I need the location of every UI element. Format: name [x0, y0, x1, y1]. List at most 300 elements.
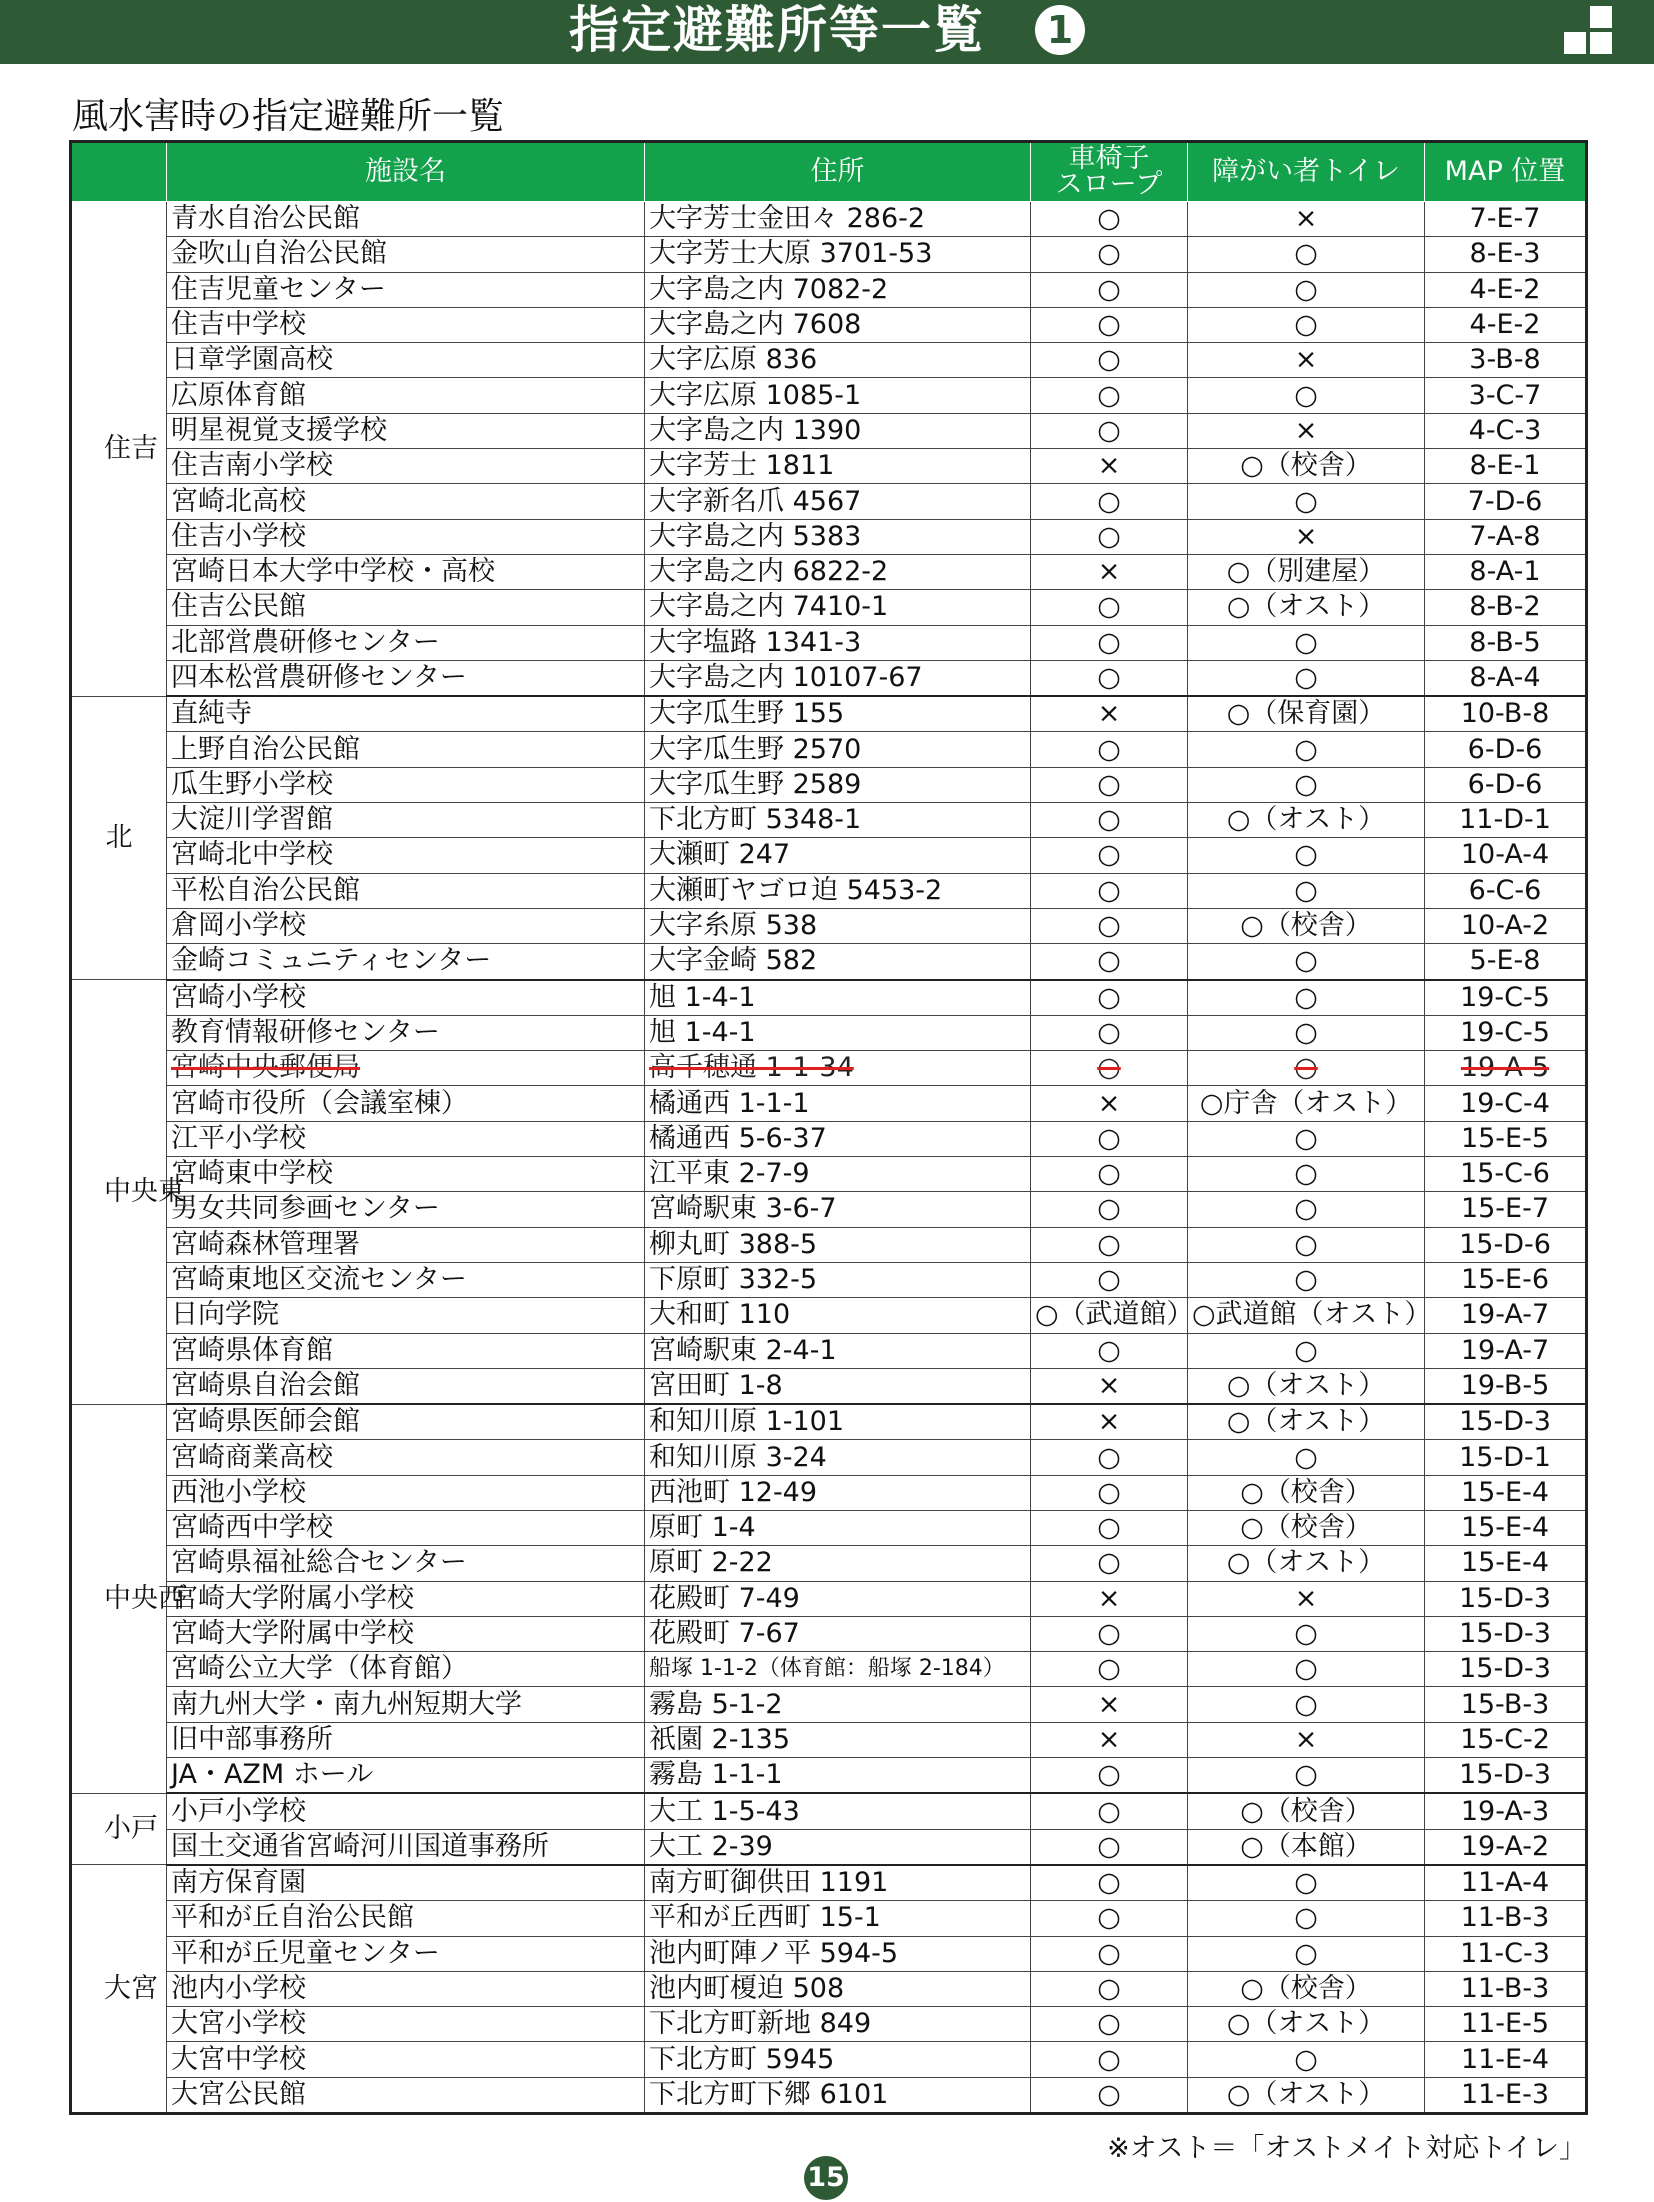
name-cell: 江平小学校: [167, 1121, 645, 1156]
map-cell: 8-A-4: [1425, 660, 1587, 696]
table-row: [71, 1298, 1587, 1333]
toilet-cell: ×: [1188, 519, 1425, 554]
table-row: [71, 272, 1587, 307]
wheelchair-cell: ○（武道館）: [1031, 1298, 1188, 1333]
table-row: [71, 1086, 1587, 1121]
page-number: 15: [804, 2156, 848, 2200]
table-body: [71, 202, 1587, 2114]
address-cell: 和知川原 3-24: [645, 1440, 1031, 1475]
table-row: [71, 1652, 1587, 1687]
map-cell: 19-A-7: [1425, 1298, 1587, 1333]
table-row: [71, 1901, 1587, 1936]
map-cell: 15-C-6: [1425, 1157, 1587, 1192]
name-cell: 大淀川学習館: [167, 803, 645, 838]
map-cell: 19-C-4: [1425, 1086, 1587, 1121]
toilet-cell: ○（オスト）: [1188, 1404, 1425, 1440]
name-cell: 小戸小学校: [167, 1793, 645, 1829]
area-cell: [71, 696, 167, 979]
toilet-cell: ○（校舎）: [1188, 449, 1425, 484]
name-cell: 男女共同参画センター: [167, 1192, 645, 1227]
map-cell: 6-D-6: [1425, 732, 1587, 767]
toilet-cell: ○: [1188, 1227, 1425, 1262]
name-cell: 四本松営農研修センター: [167, 660, 645, 696]
name-cell: 平和が丘自治公民館: [167, 1901, 645, 1936]
table-row: [71, 1227, 1587, 1262]
map-cell: 3-B-8: [1425, 343, 1587, 378]
toilet-cell: ×: [1188, 1722, 1425, 1757]
address-cell: 大字瓜生野 2589: [645, 767, 1031, 802]
address-cell: 大字芳士 1811: [645, 449, 1031, 484]
toilet-cell: ○（保育園）: [1188, 696, 1425, 732]
address-cell: 旭 1-4-1: [645, 980, 1031, 1016]
address-cell: 大字瓜生野 2570: [645, 732, 1031, 767]
wheelchair-cell: ×: [1031, 1404, 1188, 1440]
wheelchair-cell: ○: [1031, 2007, 1188, 2042]
table-row: [71, 519, 1587, 554]
address-cell: 宮田町 1-8: [645, 1368, 1031, 1404]
toilet-cell: ○: [1188, 838, 1425, 873]
toilet-cell: ○（本館）: [1188, 1829, 1425, 1865]
table-row: [71, 732, 1587, 767]
map-cell: 19-A-2: [1425, 1829, 1587, 1865]
map-cell: 15-B-3: [1425, 1687, 1587, 1722]
area-label: 住吉: [104, 432, 158, 464]
table-row: [71, 1333, 1587, 1368]
map-cell: 15-E-5: [1425, 1121, 1587, 1156]
table-row: [71, 343, 1587, 378]
table-row: [71, 1051, 1587, 1086]
name-cell: 宮崎北中学校: [167, 838, 645, 873]
table-row: [71, 625, 1587, 660]
table-row: [71, 1157, 1587, 1192]
address-cell: 高千穂通 1-1-34: [645, 1051, 1031, 1086]
address-cell: 旭 1-4-1: [645, 1015, 1031, 1050]
table-row: [71, 1687, 1587, 1722]
header-name: 施設名: [167, 142, 645, 202]
name-cell: 平松自治公民館: [167, 873, 645, 908]
map-cell: 10-A-4: [1425, 838, 1587, 873]
map-cell: 15-E-4: [1425, 1475, 1587, 1510]
wheelchair-cell: ×: [1031, 554, 1188, 589]
name-cell: 住吉小学校: [167, 519, 645, 554]
name-cell: 宮崎県自治会館: [167, 1368, 645, 1404]
wheelchair-cell: ×: [1031, 1368, 1188, 1404]
name-cell: 宮崎県体育館: [167, 1333, 645, 1368]
address-cell: 祇園 2-135: [645, 1722, 1031, 1757]
map-cell: 15-D-1: [1425, 1440, 1587, 1475]
corner-blocks-icon: [1564, 6, 1614, 56]
wheelchair-cell: ○: [1031, 202, 1188, 237]
toilet-cell: ○: [1188, 484, 1425, 519]
table-row: [71, 484, 1587, 519]
name-cell: 宮崎東中学校: [167, 1157, 645, 1192]
toilet-cell: ○: [1188, 873, 1425, 908]
map-cell: 15-D-3: [1425, 1404, 1587, 1440]
area-cell: [71, 1793, 167, 1865]
map-cell: 15-D-3: [1425, 1758, 1587, 1794]
toilet-cell: ○（オスト）: [1188, 1368, 1425, 1404]
map-cell: 11-A-4: [1425, 1865, 1587, 1901]
address-cell: 大字芳士大原 3701-53: [645, 237, 1031, 272]
toilet-cell: ○: [1188, 272, 1425, 307]
address-cell: 南方町御供田 1191: [645, 1865, 1031, 1901]
table-row: [71, 2042, 1587, 2077]
name-cell: 宮崎市役所（会議室棟）: [167, 1086, 645, 1121]
table-header-row: [71, 142, 1587, 202]
toilet-cell: ○（オスト）: [1188, 2007, 1425, 2042]
table-row: [71, 590, 1587, 625]
toilet-cell: ○: [1188, 1936, 1425, 1971]
wheelchair-cell: ○: [1031, 1829, 1188, 1865]
address-cell: 大字新名爪 4567: [645, 484, 1031, 519]
area-label: 大宮: [104, 1972, 158, 2004]
toilet-cell: ○（オスト）: [1188, 590, 1425, 625]
toilet-cell: ×: [1188, 343, 1425, 378]
wheelchair-cell: ○: [1031, 1546, 1188, 1581]
map-cell: 6-C-6: [1425, 873, 1587, 908]
address-cell: 橘通西 1-1-1: [645, 1086, 1031, 1121]
map-cell: 4-E-2: [1425, 307, 1587, 342]
toilet-cell: ○: [1188, 1616, 1425, 1651]
header-map: MAP 位置: [1425, 142, 1587, 202]
wheelchair-cell: ○: [1031, 1758, 1188, 1794]
toilet-cell: ×: [1188, 413, 1425, 448]
header-title-text: 指定避難所等一覧: [569, 1, 985, 59]
wheelchair-cell: ○: [1031, 413, 1188, 448]
toilet-cell: ○: [1188, 2042, 1425, 2077]
table-row: [71, 660, 1587, 696]
map-cell: 8-E-3: [1425, 237, 1587, 272]
toilet-cell: ○（校舎）: [1188, 1475, 1425, 1510]
name-cell: 旧中部事務所: [167, 1722, 645, 1757]
map-cell: 11-E-3: [1425, 2077, 1587, 2113]
name-cell: 住吉南小学校: [167, 449, 645, 484]
map-cell: 19-A-7: [1425, 1333, 1587, 1368]
table-row: [71, 873, 1587, 908]
map-cell: 15-D-3: [1425, 1616, 1587, 1651]
table-row: [71, 1404, 1587, 1440]
address-cell: 下北方町新地 849: [645, 2007, 1031, 2042]
name-cell: 北部営農研修センター: [167, 625, 645, 660]
address-cell: 大和町 110: [645, 1298, 1031, 1333]
toilet-cell: ○: [1188, 1901, 1425, 1936]
name-cell: 平和が丘児童センター: [167, 1936, 645, 1971]
address-cell: 大字島之内 10107-67: [645, 660, 1031, 696]
map-cell: 15-D-6: [1425, 1227, 1587, 1262]
wheelchair-cell: ○: [1031, 1652, 1188, 1687]
header-area: [71, 142, 167, 202]
name-cell: 宮崎森林管理署: [167, 1227, 645, 1262]
table-row: [71, 1722, 1587, 1757]
map-cell: 15-C-2: [1425, 1722, 1587, 1757]
area-cell: [71, 980, 185, 1405]
address-cell: 霧島 5-1-2: [645, 1687, 1031, 1722]
wheelchair-cell: ×: [1031, 696, 1188, 732]
address-cell: 大字島之内 7608: [645, 307, 1031, 342]
table-row: [71, 908, 1587, 943]
map-cell: 11-D-1: [1425, 803, 1587, 838]
wheelchair-cell: ×: [1031, 1086, 1188, 1121]
wheelchair-cell: ○: [1031, 1510, 1188, 1545]
address-cell: 大瀬町ヤゴロ迫 5453-2: [645, 873, 1031, 908]
area-cell: [71, 1865, 167, 2114]
wheelchair-cell: ○: [1031, 838, 1188, 873]
map-cell: 10-A-2: [1425, 908, 1587, 943]
address-cell: 橘通西 5-6-37: [645, 1121, 1031, 1156]
footnote: ※オスト＝「オストメイト対応トイレ」: [1107, 2133, 1586, 2164]
map-cell: 19-A-3: [1425, 1793, 1587, 1829]
header-title: [0, 0, 1654, 64]
map-cell: 19-C-5: [1425, 980, 1587, 1016]
address-cell: 大字島之内 6822-2: [645, 554, 1031, 589]
name-cell: 宮崎北高校: [167, 484, 645, 519]
map-cell: 4-E-2: [1425, 272, 1587, 307]
header-address: 住所: [645, 142, 1031, 202]
address-cell: 大字島之内 7082-2: [645, 272, 1031, 307]
toilet-cell: ○（オスト）: [1188, 1546, 1425, 1581]
name-cell: 金崎コミュニティセンター: [167, 944, 645, 980]
address-cell: 花殿町 7-49: [645, 1581, 1031, 1616]
address-cell: 下北方町下郷 6101: [645, 2077, 1031, 2113]
wheelchair-cell: ○: [1031, 2042, 1188, 2077]
address-cell: 大字島之内 1390: [645, 413, 1031, 448]
name-cell: 宮崎公立大学（体育館）: [167, 1652, 645, 1687]
toilet-cell: ○: [1188, 944, 1425, 980]
toilet-cell: ○（校舎）: [1188, 1510, 1425, 1545]
wheelchair-cell: ○: [1031, 767, 1188, 802]
table-row: [71, 803, 1587, 838]
toilet-cell: ○: [1188, 660, 1425, 696]
map-cell: 11-E-5: [1425, 2007, 1587, 2042]
wheelchair-cell: ○: [1031, 1192, 1188, 1227]
wheelchair-cell: ○: [1031, 980, 1188, 1016]
toilet-cell: ×: [1188, 1581, 1425, 1616]
toilet-cell: ○: [1188, 732, 1425, 767]
name-cell: 住吉公民館: [167, 590, 645, 625]
map-cell: 19-A-5: [1425, 1051, 1587, 1086]
map-cell: 8-A-1: [1425, 554, 1587, 589]
wheelchair-cell: ○: [1031, 590, 1188, 625]
table-row: [71, 378, 1587, 413]
name-cell: 宮崎県福祉総合センター: [167, 1546, 645, 1581]
map-cell: 11-B-3: [1425, 1901, 1587, 1936]
address-cell: 原町 1-4: [645, 1510, 1031, 1545]
wheelchair-cell: ○: [1031, 1051, 1188, 1086]
table-row: [71, 1793, 1587, 1829]
area-label: 中央西: [104, 1582, 185, 1614]
map-cell: 7-E-7: [1425, 202, 1587, 237]
header-wheelchair: 車椅子 スロープ: [1031, 142, 1188, 202]
address-cell: 江平東 2-7-9: [645, 1157, 1031, 1192]
address-cell: 宮崎駅東 2-4-1: [645, 1333, 1031, 1368]
address-cell: 和知川原 1-101: [645, 1404, 1031, 1440]
section-subtitle: 風水害時の指定避難所一覧: [72, 96, 505, 137]
name-cell: 日章学園高校: [167, 343, 645, 378]
wheelchair-cell: ○: [1031, 873, 1188, 908]
wheelchair-cell: ○: [1031, 272, 1188, 307]
table-row: [71, 1971, 1587, 2006]
toilet-cell: ×: [1188, 202, 1425, 237]
wheelchair-cell: ○: [1031, 1901, 1188, 1936]
address-cell: 船塚 1-1-2（体育館：船塚 2-184）: [645, 1652, 1031, 1687]
name-cell: 宮崎中央郵便局: [167, 1051, 645, 1086]
toilet-cell: ○: [1188, 980, 1425, 1016]
toilet-cell: ○: [1188, 307, 1425, 342]
address-cell: 大字島之内 7410-1: [645, 590, 1031, 625]
toilet-cell: ○: [1188, 1440, 1425, 1475]
name-cell: 住吉中学校: [167, 307, 645, 342]
map-cell: 8-E-1: [1425, 449, 1587, 484]
table-row: [71, 1865, 1587, 1901]
wheelchair-cell: ○: [1031, 1616, 1188, 1651]
wheelchair-cell: ○: [1031, 732, 1188, 767]
toilet-cell: ○: [1188, 378, 1425, 413]
name-cell: 金吹山自治公民館: [167, 237, 645, 272]
wheelchair-cell: ○: [1031, 908, 1188, 943]
address-cell: 池内町榎迫 508: [645, 1971, 1031, 2006]
map-cell: 15-E-6: [1425, 1262, 1587, 1297]
map-cell: 15-D-3: [1425, 1652, 1587, 1687]
table-row: [71, 1262, 1587, 1297]
header-number-badge: 1: [1035, 5, 1085, 55]
map-cell: 11-C-3: [1425, 1936, 1587, 1971]
shelter-table: [69, 140, 1588, 2115]
wheelchair-cell: ○: [1031, 803, 1188, 838]
address-cell: 大字芳士金田々 286-2: [645, 202, 1031, 237]
map-cell: 8-B-2: [1425, 590, 1587, 625]
toilet-cell: ○: [1188, 1051, 1425, 1086]
address-cell: 花殿町 7-67: [645, 1616, 1031, 1651]
map-cell: 15-E-4: [1425, 1510, 1587, 1545]
map-cell: 8-B-5: [1425, 625, 1587, 660]
page-header: [0, 0, 1654, 64]
table-row: [71, 554, 1587, 589]
table-row: [71, 1546, 1587, 1581]
address-cell: 霧島 1-1-1: [645, 1758, 1031, 1794]
name-cell: 教育情報研修センター: [167, 1015, 645, 1050]
table-row: [71, 1121, 1587, 1156]
address-cell: 大工 1-5-43: [645, 1793, 1031, 1829]
table-row: [71, 1192, 1587, 1227]
address-cell: 大工 2-39: [645, 1829, 1031, 1865]
map-cell: 4-C-3: [1425, 413, 1587, 448]
wheelchair-cell: ○: [1031, 2077, 1188, 2113]
table-row: [71, 2077, 1587, 2113]
table-row: [71, 1510, 1587, 1545]
toilet-cell: ○: [1188, 237, 1425, 272]
map-cell: 19-B-5: [1425, 1368, 1587, 1404]
table-row: [71, 1829, 1587, 1865]
toilet-cell: ○: [1188, 1192, 1425, 1227]
toilet-cell: ○: [1188, 1652, 1425, 1687]
toilet-cell: ○（オスト）: [1188, 2077, 1425, 2113]
name-cell: 宮崎日本大学中学校・高校: [167, 554, 645, 589]
wheelchair-cell: ○: [1031, 1971, 1188, 2006]
wheelchair-cell: ○: [1031, 1333, 1188, 1368]
address-cell: 大字広原 1085-1: [645, 378, 1031, 413]
address-cell: 大字島之内 5383: [645, 519, 1031, 554]
name-cell: 広原体育館: [167, 378, 645, 413]
map-cell: 7-A-8: [1425, 519, 1587, 554]
table-row: [71, 1475, 1587, 1510]
name-cell: 池内小学校: [167, 1971, 645, 2006]
table-row: [71, 1936, 1587, 1971]
toilet-cell: ○: [1188, 1758, 1425, 1794]
wheelchair-cell: ○: [1031, 1936, 1188, 1971]
name-cell: 南九州大学・南九州短期大学: [167, 1687, 645, 1722]
table-row: [71, 1440, 1587, 1475]
address-cell: 下原町 332-5: [645, 1262, 1031, 1297]
name-cell: 明星視覚支援学校: [167, 413, 645, 448]
name-cell: 倉岡小学校: [167, 908, 645, 943]
map-cell: 3-C-7: [1425, 378, 1587, 413]
wheelchair-cell: ○: [1031, 1475, 1188, 1510]
name-cell: 瓜生野小学校: [167, 767, 645, 802]
toilet-cell: ○: [1188, 625, 1425, 660]
name-cell: 大宮中学校: [167, 2042, 645, 2077]
wheelchair-cell: ○: [1031, 1227, 1188, 1262]
table-row: [71, 2007, 1587, 2042]
wheelchair-cell: ○: [1031, 1262, 1188, 1297]
wheelchair-cell: ○: [1031, 1440, 1188, 1475]
map-cell: 11-B-3: [1425, 1971, 1587, 2006]
wheelchair-cell: ○: [1031, 944, 1188, 980]
table-row: [71, 944, 1587, 980]
map-cell: 15-D-3: [1425, 1581, 1587, 1616]
wheelchair-cell: ○: [1031, 1793, 1188, 1829]
name-cell: 宮崎商業高校: [167, 1440, 645, 1475]
wheelchair-cell: ○: [1031, 519, 1188, 554]
wheelchair-cell: ×: [1031, 449, 1188, 484]
wheelchair-cell: ×: [1031, 1722, 1188, 1757]
name-cell: 青水自治公民館: [167, 202, 645, 237]
table-row: [71, 1616, 1587, 1651]
name-cell: 南方保育園: [167, 1865, 645, 1901]
name-cell: 宮崎小学校: [167, 980, 645, 1016]
address-cell: 柳丸町 388-5: [645, 1227, 1031, 1262]
wheelchair-cell: ○: [1031, 307, 1188, 342]
address-cell: 大字塩路 1341-3: [645, 625, 1031, 660]
table-row: [71, 237, 1587, 272]
address-cell: 下北方町 5348-1: [645, 803, 1031, 838]
area-label: 小戸: [104, 1813, 158, 1845]
name-cell: JA・AZM ホール: [167, 1758, 645, 1794]
address-cell: 大字金崎 582: [645, 944, 1031, 980]
toilet-cell: ○（校舎）: [1188, 1793, 1425, 1829]
table-row: [71, 1581, 1587, 1616]
toilet-cell: ○（校舎）: [1188, 908, 1425, 943]
wheelchair-cell: ○: [1031, 1157, 1188, 1192]
toilet-cell: ○: [1188, 1865, 1425, 1901]
toilet-cell: ○: [1188, 1015, 1425, 1050]
area-label: 中央東: [104, 1175, 185, 1207]
wheelchair-cell: ×: [1031, 1687, 1188, 1722]
name-cell: 日向学院: [167, 1298, 645, 1333]
header-toilet: 障がい者トイレ: [1188, 142, 1425, 202]
name-cell: 宮崎県医師会館: [167, 1404, 645, 1440]
table-row: [71, 449, 1587, 484]
address-cell: 大字糸原 538: [645, 908, 1031, 943]
wheelchair-cell: ○: [1031, 378, 1188, 413]
wheelchair-cell: ○: [1031, 1015, 1188, 1050]
wheelchair-cell: ○: [1031, 1121, 1188, 1156]
address-cell: 平和が丘西町 15-1: [645, 1901, 1031, 1936]
address-cell: 西池町 12-49: [645, 1475, 1031, 1510]
map-cell: 11-E-4: [1425, 2042, 1587, 2077]
area-cell: [71, 202, 167, 697]
wheelchair-cell: ○: [1031, 237, 1188, 272]
name-cell: 住吉児童センター: [167, 272, 645, 307]
